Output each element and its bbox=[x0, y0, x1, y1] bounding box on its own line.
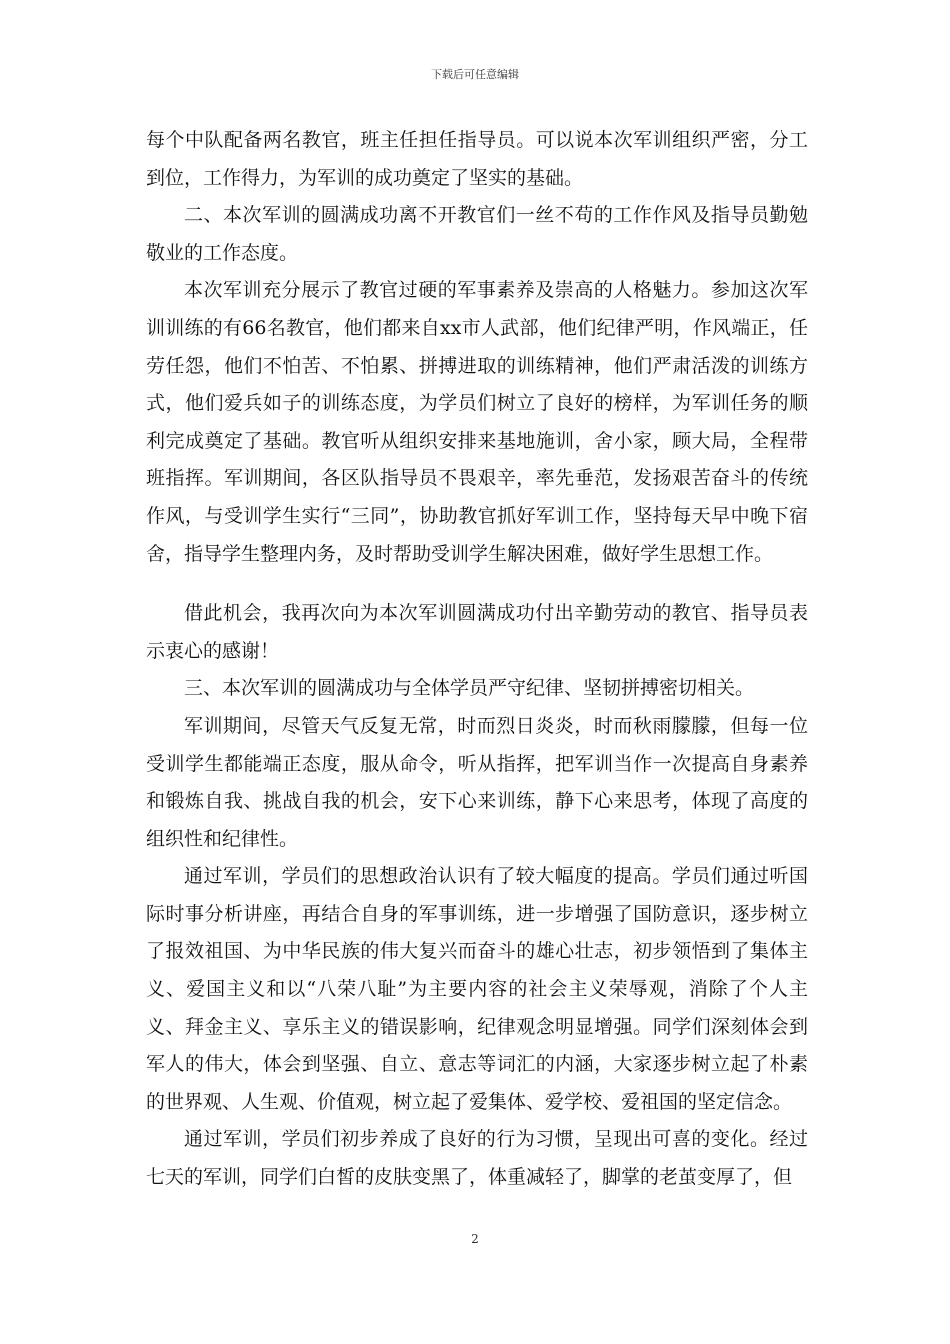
section-heading: 二、本次军训的圆满成功离不开教官们一丝不苟的工作作风及指导员勤勉敬业的工作态度。 bbox=[146, 204, 808, 264]
paragraph: 通过军训，学员们初步养成了良好的行为习惯，呈现出可喜的变化。经过七天的军训，同学们白皙的皮肤变黑了，体重减轻了，脚掌的老茧变厚了，但 bbox=[146, 1128, 808, 1189]
page-number: 2 bbox=[471, 1232, 479, 1246]
document-body bbox=[146, 122, 808, 1197]
paragraph: 本次军训充分展示了教官过硬的军事素养及崇高的人格魅力。参加这次军训训练的有66名教官，他们都来自xx市人武部，他们纪律严明，作风端正，任劳任怨，他们不怕苦、不怕累、拼搏进取的训练精神，他们严肃活泼的训练方式，他们爱兵如子的训练态度，为学员们树立了良好的榜样，为军训任务的顺利完成奠定了基础。教官听从组织安排来基地施训，舍小家，顾大局，全程带班指挥。军训期间，各区队指导员不畏艰辛，率先垂范，发扬艰苦奋斗的传统作风，与受训学生实行“三同”，协助教官抓好军训工作，坚持每天早中晚下宿舍，指导学生整理内务，及时帮助受训学生解决困难，做好学生思想工作。 bbox=[146, 279, 808, 565]
paragraph: 每个中队配备两名教官，班主任担任指导员。可以说本次军训组织严密，分工到位，工作得力，为军训的成功奠定了坚实的基础。 bbox=[146, 129, 808, 189]
paragraph: 通过军训，学员们的思想政治认识有了较大幅度的提高。学员们通过听国际时事分析讲座，再结合自身的军事训练，进一步增强了国防意识，逐步树立了报效祖国、为中华民族的伟大复兴而奋斗的雄心壮志，初步领悟到了集体主义、爱国主义和以“八荣八耻”为主要内容的社会主义荣辱观，消除了个人主义、拜金主义、享乐主义的错误影响，纪律观念明显增强。同学们深刻体会到军人的伟大，体会到坚强、自立、意志等词汇的内涵，大家逐步树立起了朴素的世界观、人生观、价值观，树立起了爱集体、爱学校、爱祖国的坚定信念。 bbox=[146, 865, 808, 1113]
page-header: 下载后可任意编辑 bbox=[431, 68, 519, 81]
paragraph: 借此机会，我再次向为本次军训圆满成功付出辛勤劳动的教官、指导员表示衷心的感谢！ bbox=[146, 602, 808, 662]
section-heading: 三、本次军训的圆满成功与全体学员严守纪律、坚韧拼搏密切相关。 bbox=[184, 677, 755, 700]
paragraph: 军训期间，尽管天气反复无常，时而烈日炎炎，时而秋雨朦朦，但每一位受训学生都能端正态度，服从命令，听从指挥，把军训当作一次提高自身素养和锻炼自我、挑战自我的机会，安下心来训练，静下心来思考，体现了高度的组织性和纪律性。 bbox=[146, 714, 808, 850]
